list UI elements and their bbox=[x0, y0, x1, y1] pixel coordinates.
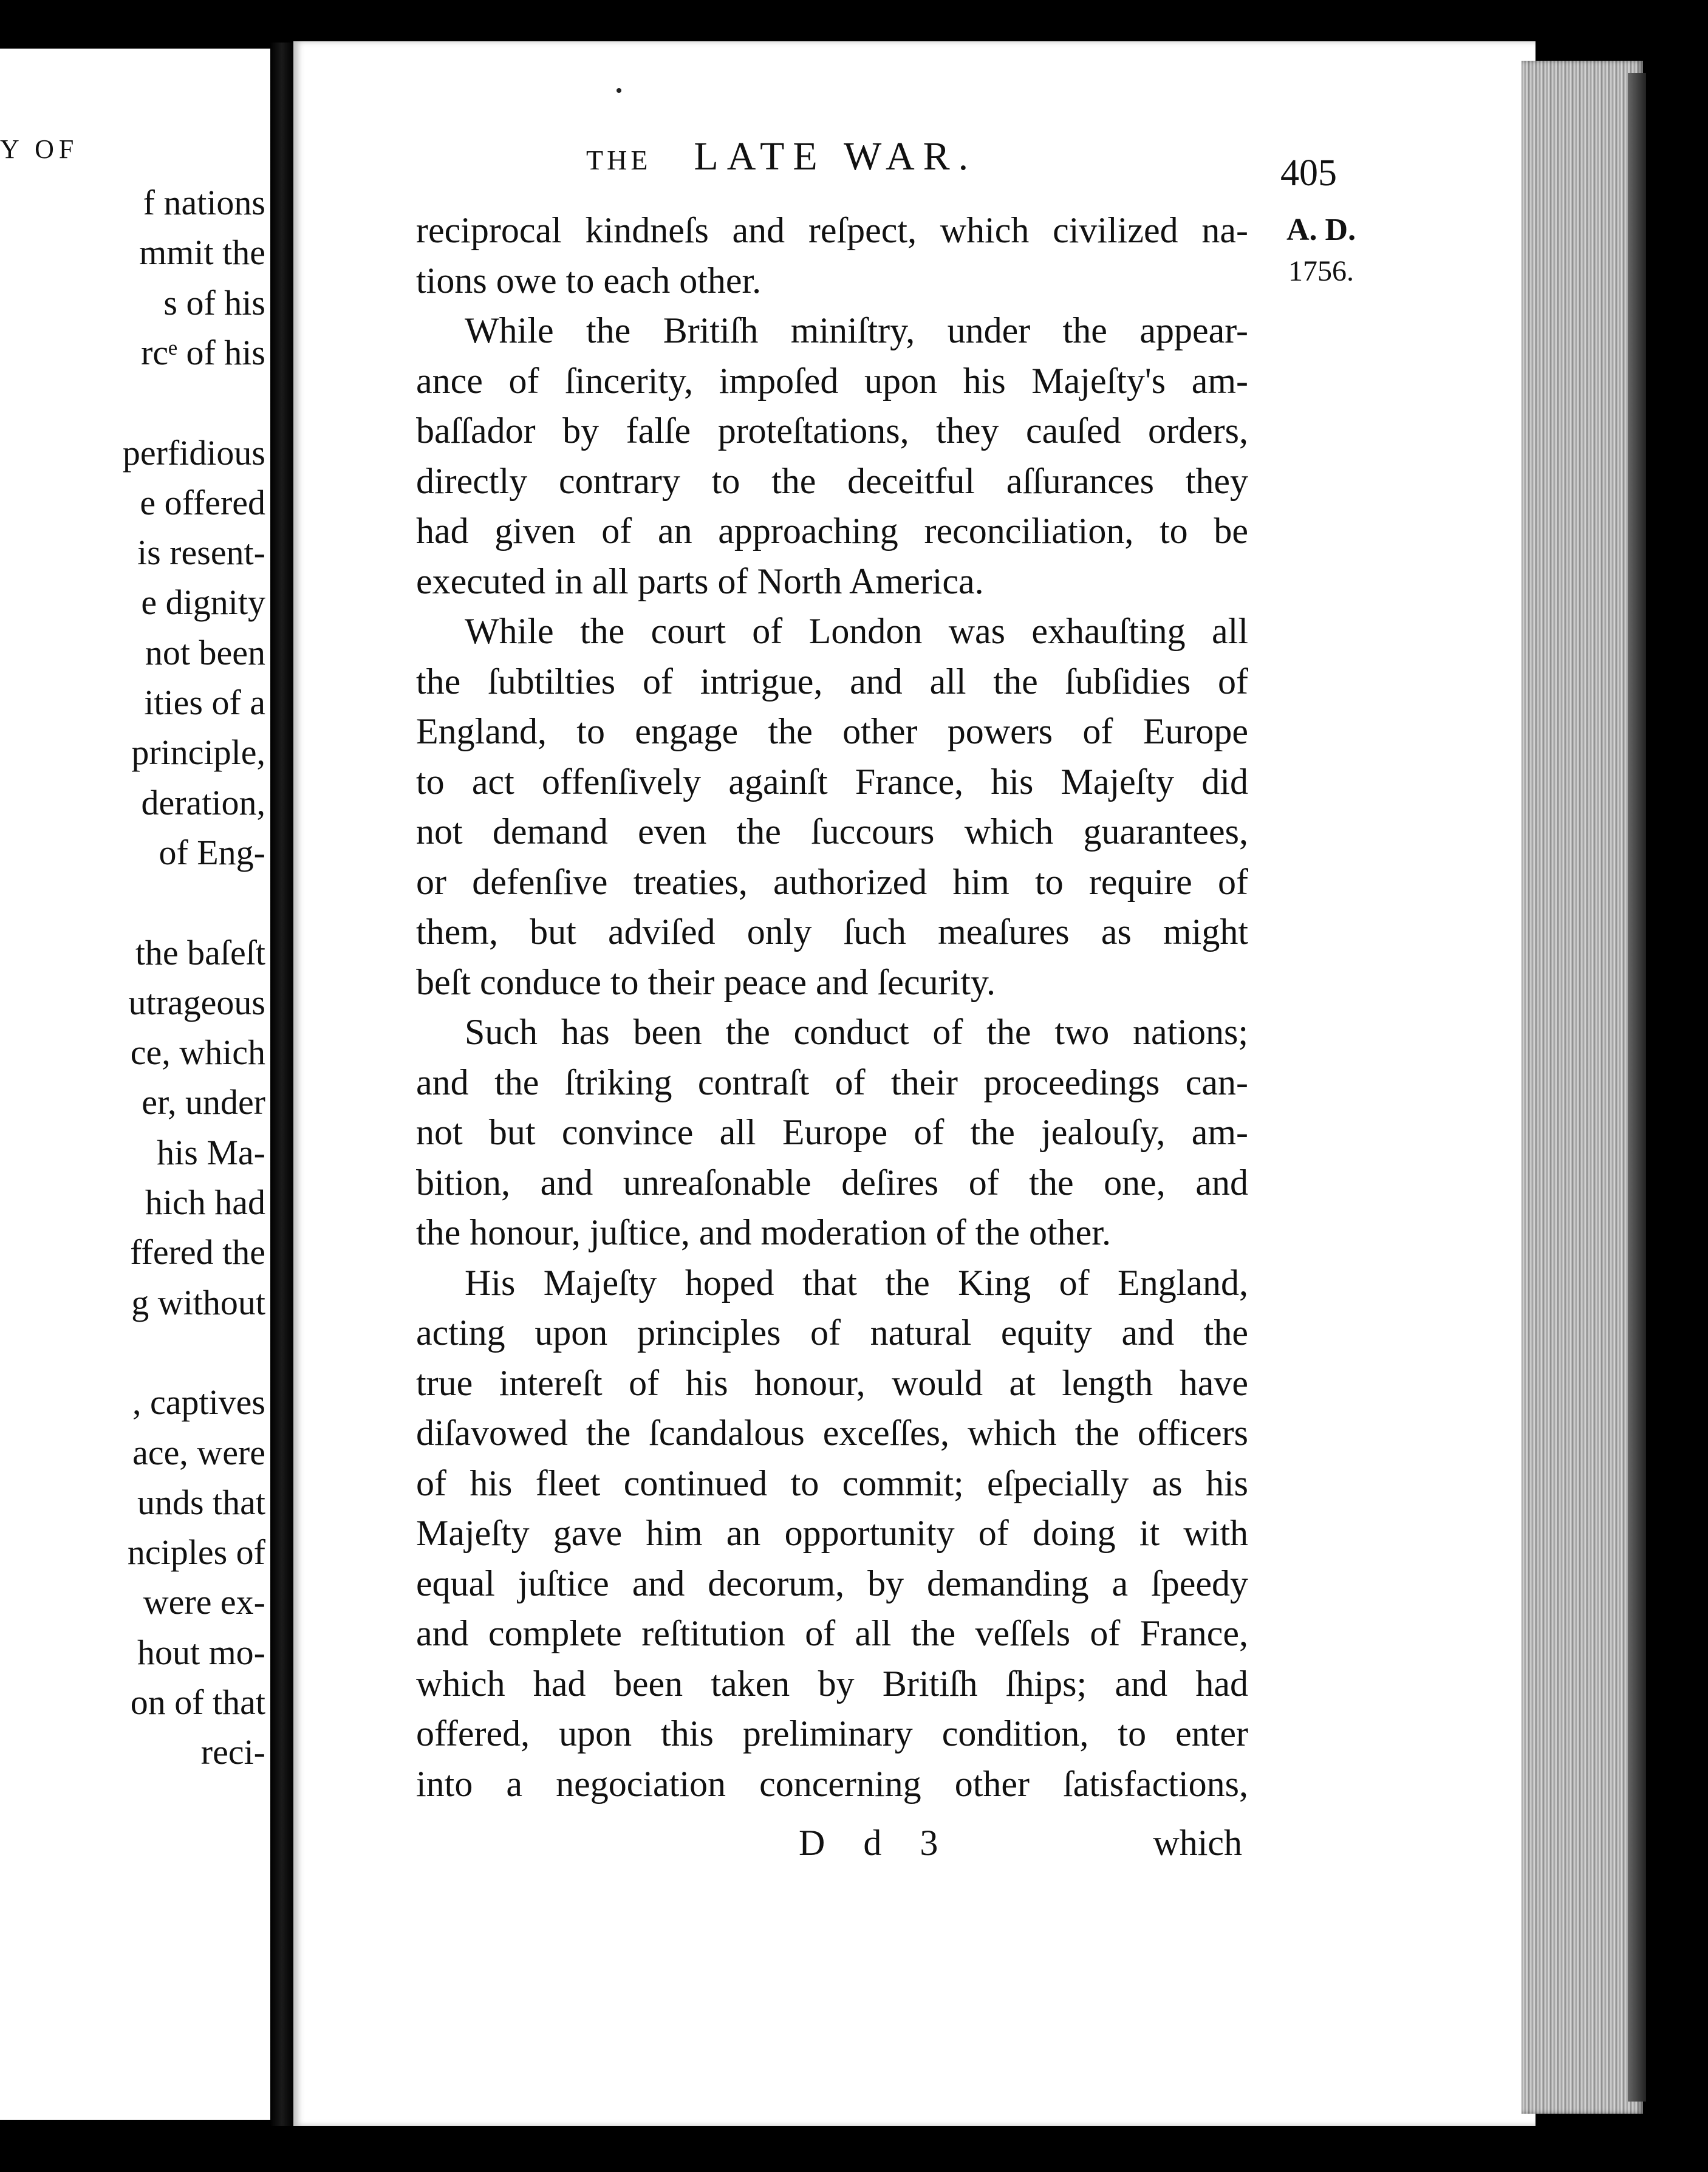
left-text-fragment: were ex- bbox=[143, 1582, 265, 1622]
text-line: which had been taken by Britiſh ſhips; and had bbox=[416, 1663, 1248, 1704]
left-text-fragment: utrageous bbox=[128, 982, 265, 1022]
left-text-fragment: of Eng- bbox=[159, 832, 265, 872]
text-line: and the ſtriking contraſt of their proceedings can- bbox=[416, 1062, 1248, 1102]
text-line: offered, upon this preliminary condition, to enter bbox=[416, 1713, 1248, 1754]
left-text-fragment: rcᵉ of his bbox=[141, 332, 265, 372]
text-line: acting upon principles of natural equity and the bbox=[416, 1313, 1248, 1353]
page-edge-shadow bbox=[1628, 73, 1646, 2102]
page-edge-stack bbox=[1522, 61, 1643, 2114]
left-text-fragment: mmit the bbox=[139, 233, 265, 273]
book-gutter bbox=[270, 43, 293, 2126]
left-text-fragment: s of his bbox=[163, 282, 265, 323]
text-line: bition, and unreaſonable deſires of the one, and bbox=[416, 1162, 1248, 1203]
left-text-fragment: g without bbox=[131, 1282, 265, 1322]
left-text-fragment: the baſeſt bbox=[135, 932, 265, 972]
text-line: directly contrary to the deceitful aſſurances they bbox=[416, 460, 1248, 501]
left-text-fragment: his Ma- bbox=[157, 1132, 265, 1172]
text-line: or defenſive treaties, authorized him to require of bbox=[416, 861, 1248, 902]
text-line: ance of ſincerity, impoſed upon his Majeſty's am- bbox=[416, 360, 1248, 401]
text-line: Majeſty gave him an opportunity of doing it with bbox=[416, 1513, 1248, 1553]
text-line: them, but adviſed only ſuch meaſures as might bbox=[416, 912, 1248, 952]
text-line: to act offenſively againſt France, his Majeſty did bbox=[416, 761, 1248, 802]
left-text-fragment: reci- bbox=[200, 1732, 265, 1772]
running-head bbox=[586, 134, 977, 180]
page-footer bbox=[416, 1822, 1248, 1871]
text-line: had given of an approaching reconciliation, to be bbox=[416, 511, 1248, 551]
left-text-fragment: ffered the bbox=[130, 1232, 265, 1272]
text-line: the ſubtilties of intrigue, and all the ſubſidies of bbox=[416, 661, 1248, 702]
left-text-fragment: ities of a bbox=[144, 683, 265, 722]
text-line: executed in all parts of North America. bbox=[416, 561, 984, 601]
text-line: baſſador by falſe proteſtations, they cauſed orders, bbox=[416, 411, 1248, 451]
left-text-fragment: perfidious bbox=[122, 432, 265, 473]
left-text-fragment: principle, bbox=[131, 733, 265, 773]
text-line: and complete reſtitution of all the veſſels of France, bbox=[416, 1613, 1248, 1653]
text-line: His Majeſty hoped that the King of England, bbox=[465, 1262, 1248, 1303]
text-line: not but convince all Europe of the jealouſy, am- bbox=[416, 1112, 1248, 1152]
text-line: not demand even the ſuccours which guarantees, bbox=[416, 811, 1248, 852]
left-text-fragment: not been bbox=[145, 632, 265, 672]
left-text-fragment: ce, which bbox=[130, 1033, 265, 1073]
margin-note bbox=[1286, 210, 1356, 292]
left-text-fragment: deration, bbox=[141, 782, 265, 822]
left-text-fragment: nciples of bbox=[127, 1532, 265, 1573]
left-text-fragment: e dignity bbox=[141, 582, 265, 623]
margin-note-year: 1756. bbox=[1288, 255, 1354, 287]
text-line: the honour, juſtice, and moderation of the other. bbox=[416, 1212, 1111, 1252]
left-text-fragment: hout mo- bbox=[137, 1632, 265, 1672]
text-line: beſt conduce to their peace and ſecurity. bbox=[416, 961, 996, 1002]
text-line: reciprocal kindneſs and reſpect, which civilized na- bbox=[416, 210, 1248, 250]
left-text-fragment: f nations bbox=[143, 183, 265, 222]
margin-note-label: A. D. bbox=[1286, 213, 1356, 247]
left-text-fragment: er, under bbox=[142, 1082, 265, 1122]
running-head-title: LATE WAR. bbox=[694, 134, 977, 179]
text-line: England, to engage the other powers of Europe bbox=[416, 711, 1248, 751]
text-line: While the court of London was exhauſting all bbox=[465, 611, 1248, 651]
left-text-fragment: hich had bbox=[145, 1183, 265, 1222]
signature-mark: D d 3 bbox=[799, 1823, 953, 1863]
left-facing-page bbox=[0, 49, 270, 2120]
text-line: into a negociation concerning other ſatisfactions, bbox=[416, 1763, 1248, 1804]
left-text-fragment: is resent- bbox=[137, 533, 265, 573]
running-head-prefix: THE bbox=[586, 145, 652, 176]
text-line: of his fleet continued to commit; eſpecially as his bbox=[416, 1463, 1248, 1503]
catchword: which bbox=[1153, 1823, 1242, 1863]
text-line: equal juſtice and decorum, by demanding a ſpeedy bbox=[416, 1563, 1248, 1603]
left-text-fragment: , captives bbox=[132, 1382, 265, 1422]
text-line: While the Britiſh miniſtry, under the appear- bbox=[465, 310, 1248, 350]
left-text-fragment: e offered bbox=[140, 482, 265, 522]
left-running-head: Y OF bbox=[0, 134, 79, 164]
body-text bbox=[416, 205, 1248, 1809]
text-line: true intereſt of his honour, would at length have bbox=[416, 1362, 1248, 1403]
text-line: diſavowed the ſcandalous exceſſes, which the officers bbox=[416, 1413, 1248, 1453]
page-number: 405 bbox=[1280, 152, 1337, 194]
left-text-fragment: unds that bbox=[137, 1482, 265, 1522]
left-text-fragment: on of that bbox=[130, 1682, 265, 1722]
ink-speck bbox=[617, 88, 621, 93]
text-line: tions owe to each other. bbox=[416, 260, 762, 301]
left-text-fragment: ace, were bbox=[132, 1432, 265, 1472]
text-line: Such has been the conduct of the two nations; bbox=[465, 1012, 1248, 1052]
